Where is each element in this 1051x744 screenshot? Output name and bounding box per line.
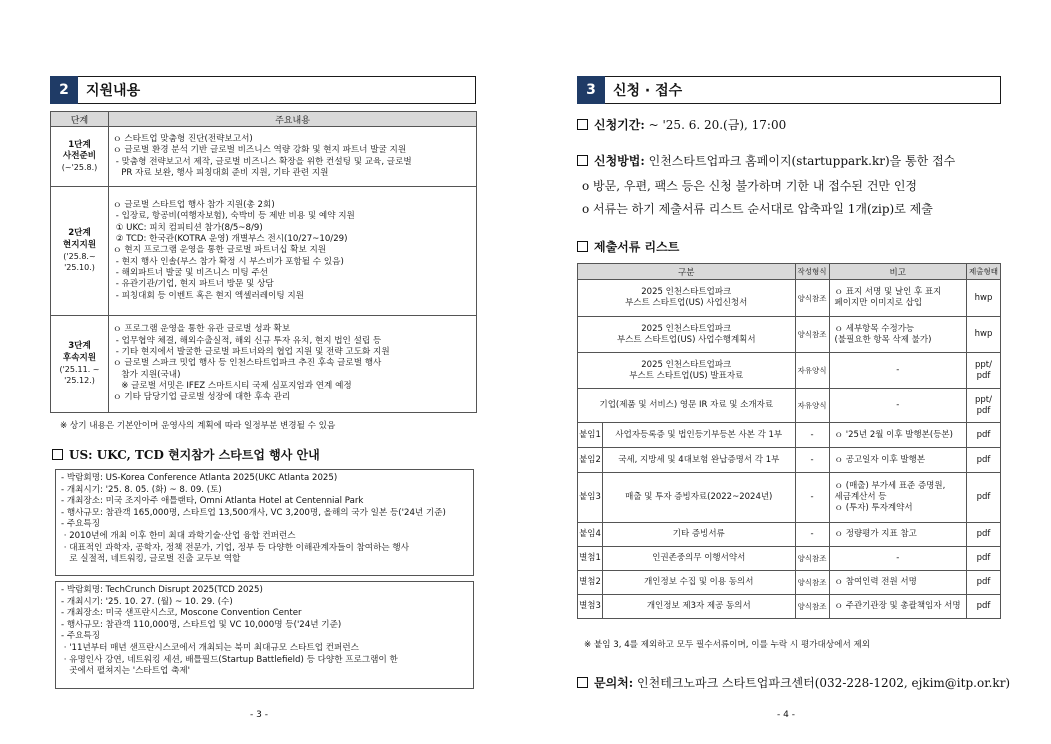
tcd-info-box: - 박람회명: TechCrunch Disrupt 2025(TCD 2025) - 개최시기: '25. 10. 27. (월) ~ 10. 29. (수) - 개최장소: 미국 샌프란시스코, Moscone Convention Center - 행사규모: 참관객 110,000명, 스타트업 및 VC 10,000명 등('24년 기준) - 주요특징 · '11년부터 매년 샌프란시스코에서 개최되는 북미 최대규모 스타트업 컨퍼런스 · 유명인사 강연, 네트워킹 세션, 배틀필드(Startup Battlefield) 등 다양한 프로그램이 한 곳에서 펼쳐지는 '스타트업 축제' <box>55 581 474 689</box>
application-method: 신청방법: 인천스타트업파크 홈페이지(startuppark.kr)을 통한 접수 <box>577 152 955 169</box>
stage-cell: 2단계 현지지원 ('25.8.~ '25.10.) <box>51 187 109 316</box>
table-row: 2025 인천스타트업파크 부스트 스타트업(US) 사업수행계획서 양식참조 ｏ 세부항목 수정가능 (불필요한 항목 삭제 불가) hwp <box>578 317 1001 353</box>
table-row: 별첨3 개인정보 제3자 제공 동의서 양식참조 ｏ 주관기관장 및 총괄책임자 서명 pdf <box>578 595 1001 619</box>
table-row: 붙임3 매출 및 투자 증빙자료(2022~2024년) - ｏ (매출) 부가세 표준 증명원, 세금계산서 등 ｏ (투자) 투자계약서 pdf <box>578 473 1001 523</box>
checkbox-icon <box>52 449 63 460</box>
ukc-info-box: - 박람회명: US-Korea Conference Atlanta 2025(UKC Atlanta 2025) - 개최시기: '25. 8. 05. (화) ~ 8. 09. (토) - 개최장소: 미국 조지아주 애틀랜타, Omni Atlanta Hotel at Centennial Park - 행사규모: 참관객 165,000명, 스타트업 13,500개사, VC 3,200명, 올해의 국가 일본 등('24년 기준) - 주요특징 · 2010년에 개최 이후 한미 최대 과학기술·산업 융합 컨퍼런스 · 대표적인 과학자, 공학자, 정책 전문가, 기업, 정부 등 다양한 이해관계자들이 참여하는 행사 로 실절적, 네트워킹, 글로벌 진출 교두보 역할 <box>55 469 474 576</box>
checkbox-icon <box>577 677 588 688</box>
col-header: 제출형태 <box>967 264 1001 280</box>
contact: 문의처: 인천테크노파크 스타트업파크센터(032-228-1202, ejkim@itp.or.kr) <box>577 674 1010 691</box>
section-number: 2 <box>50 76 78 104</box>
checkbox-icon <box>577 241 588 252</box>
table-row: 붙임4 기타 증빙서류 - ｏ 정량평가 지표 참고 pdf <box>578 523 1001 547</box>
checkbox-icon <box>577 119 588 130</box>
stage-cell: 1단계 사전준비 (~'25.8.) <box>51 127 109 187</box>
section-2-header <box>50 76 476 104</box>
col-header: 비고 <box>829 264 966 280</box>
table-row: 붙임2 국세, 지방세 및 4대보험 완납증명서 각 1부 - ｏ 공고일자 이후 발행본 pdf <box>578 448 1001 473</box>
table-row: 2025 인천스타트업파크 부스트 스타트업(US) 발표자료 자유양식 - ppt/ pdf <box>578 353 1001 389</box>
checkbox-icon <box>577 155 588 166</box>
col-header: 주요내용 <box>109 112 477 127</box>
application-period: 신청기간: ~ '25. 6. 20.(금), 17:00 <box>577 116 786 133</box>
content-cell: ｏ 글로벌 스타트업 행사 참가 지원(총 2회) - 입장료, 항공비(여행자보험), 숙박비 등 제반 비용 및 예약 지원 ① UKC: 피치 컴피티션 참가(8/5~8/9) ② TCD: 한국관(KOTRA 운영) 개별부스 전시(10/27~10/29) ｏ 현지 프로그램 운영을 통한 글로벌 파트너십 확보 지원 - 현지 행사 인솔(부스 참가 확정 시 부스비가 포함될 수 있음) - 해외파트너 발굴 및 비즈니스 미팅 주선 - 유관기관/기업, 현지 파트너 방문 및 상담 - 피칭대회 등 이벤트 혹은 현지 엑셀러레이팅 지원 <box>109 187 477 316</box>
col-header: 작성형식 <box>795 264 829 280</box>
page-number: - 4 - <box>777 710 795 720</box>
table-header-row <box>578 264 1001 280</box>
table-row: 2025 인천스타트업파크 부스트 스타트업(US) 사업신청서 양식참조 ｏ 표지 서명 및 날인 후 표지 페이지만 이미지로 삽입 hwp <box>578 280 1001 317</box>
page-number: - 3 - <box>250 710 268 720</box>
table-row: 별첨2 개인정보 수집 및 이용 동의서 양식참조 ｏ 참여인력 전원 서명 pdf <box>578 571 1001 595</box>
table-row <box>51 127 477 187</box>
table-row: 붙임1 사업자등록증 및 법인등기부등본 사본 각 1부 - ｏ '25년 2월 이후 발행본(등본) pdf <box>578 423 1001 448</box>
table-row <box>51 316 477 413</box>
section-number: 3 <box>577 76 605 104</box>
table-row <box>51 187 477 316</box>
table-row: 기업(제품 및 서비스) 영문 IR 자료 및 소개자료 자유양식 - ppt/ pdf <box>578 389 1001 423</box>
docs-note: ※ 붙임 3, 4를 제외하고 모두 필수서류이며, 이를 누락 시 평가대상에서 제외 <box>584 640 871 650</box>
events-title: US: UKC, TCD 현지참가 스타트업 행사 안내 <box>52 446 320 463</box>
docs-table <box>577 263 1001 619</box>
section-3-header <box>577 76 1001 104</box>
table-note: ※ 상기 내용은 기본안이며 운영사의 계획에 따라 일정부분 변경될 수 있음 <box>60 421 336 431</box>
section-title: 신청 · 접수 <box>613 83 683 99</box>
col-header: 단계 <box>51 112 109 127</box>
table-header-row <box>51 112 477 127</box>
method-note: o 서류는 하기 제출서류 리스트 순서대로 압축파일 1개(zip)로 제출 <box>582 202 933 216</box>
content-cell: ｏ 프로그램 운영을 통한 유관 글로벌 성과 확보 - 업무협약 체결, 해외수출실적, 해외 신규 투자 유치, 현지 법인 설립 등 - 기타 현지에서 발굴한 글로벌 파트너와의 협업 지원 및 전략 고도화 지원 ｏ 글로벌 스파크 밋업 행사 등 인천스타트업파크 추진 후속 글로벌 행사 참가 지원(국내) ※ 글로벌 서밋은 IFEZ 스마트시티 국제 심포지엄과 연계 예정 ｏ 기타 담당기업 글로벌 성장에 대한 후속 관리 <box>109 316 477 413</box>
stage-cell: 3단계 후속지원 ('25.11. ~ '25.12.) <box>51 316 109 413</box>
support-table <box>50 111 477 413</box>
content-cell: ｏ 스타트업 맞춤형 진단(전략보고서) ｏ 글로벌 환경 분석 기반 글로벌 비즈니스 역량 강화 및 현지 파트너 발굴 지원 - 맞춤형 전략보고서 제작, 글로벌 비즈니스 확장을 위한 컨설팅 및 교육, 글로벌 PR 자료 보완, 행사 피칭대회 준비 지원, 기타 관련 지원 <box>109 127 477 187</box>
docs-title: 제출서류 리스트 <box>577 238 679 255</box>
method-note: o 방문, 우편, 팩스 등은 신청 불가하며 기한 내 접수된 건만 인정 <box>582 179 918 193</box>
section-title: 지원내용 <box>86 83 141 99</box>
table-row: 별첨1 인권존중의무 이행서약서 양식참조 - pdf <box>578 547 1001 571</box>
col-header: 구분 <box>578 264 796 280</box>
